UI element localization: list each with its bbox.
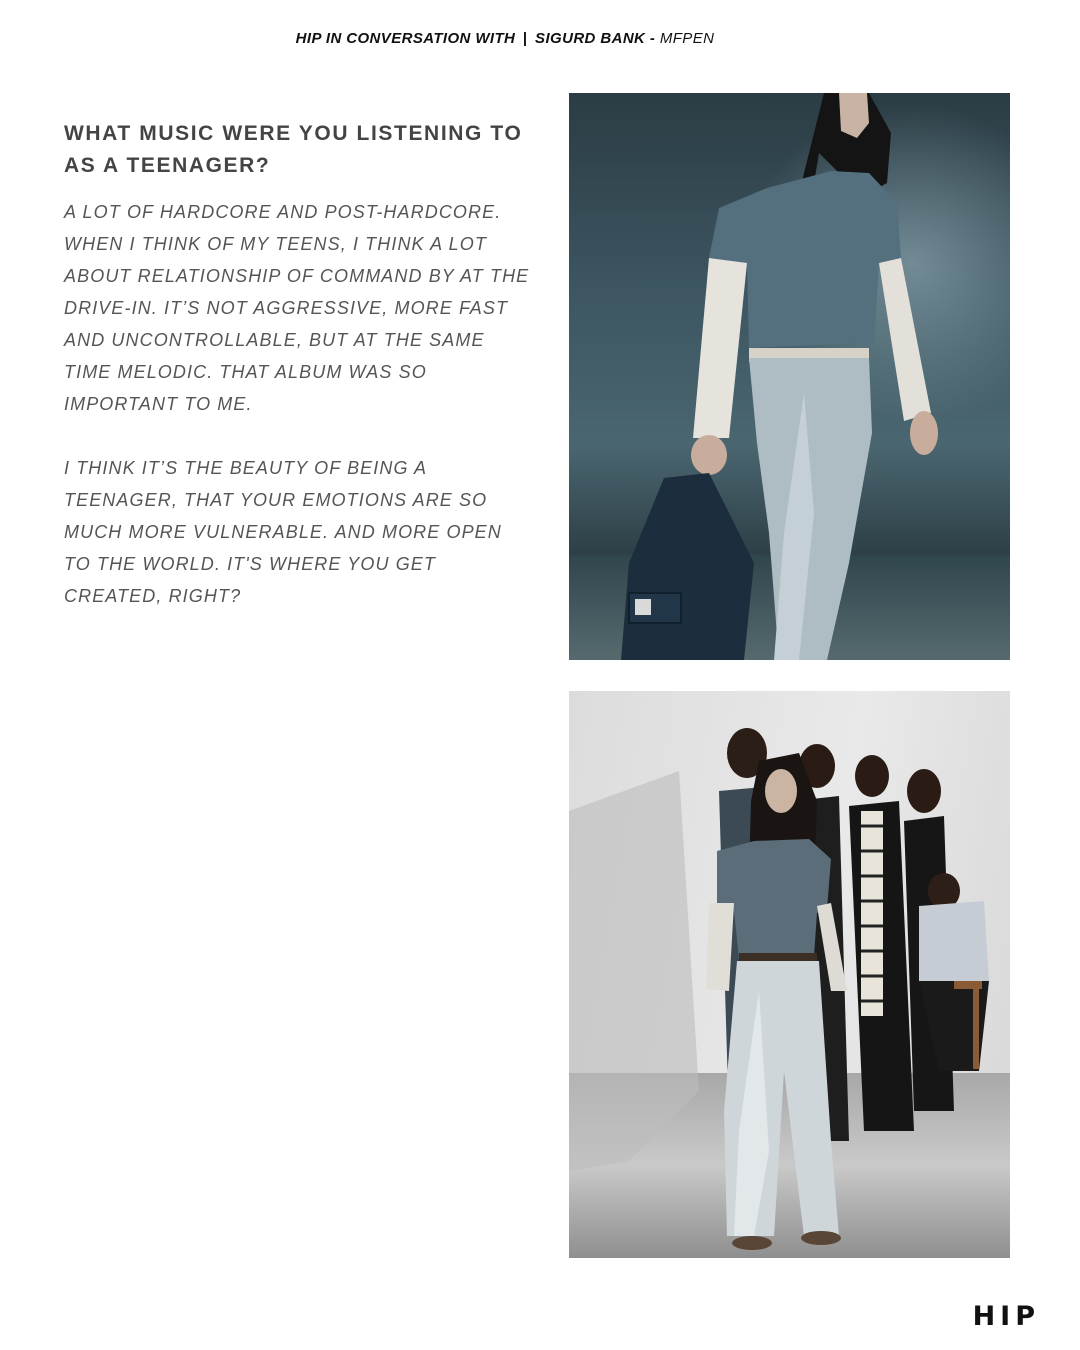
runway-photo-model-walking bbox=[569, 93, 1010, 660]
header-series: HIP IN CONVERSATION WITH bbox=[295, 30, 516, 47]
answer-paragraph-2: I THINK IT’S THE BEAUTY OF BEING A TEENAGER, THAT YOUR EMOTIONS ARE SO MUCH MORE VULNERABLE. AND MORE OPEN TO THE WORLD. IT'S WHERE YOU GET CREATED, RIGHT? bbox=[64, 458, 502, 606]
hip-logo: HIP bbox=[972, 1301, 1040, 1332]
header-separator: | bbox=[522, 30, 528, 47]
interview-answer bbox=[64, 196, 534, 644]
header-brand: MFPEN bbox=[659, 30, 715, 47]
header-interviewee: SIGURD BANK - bbox=[535, 30, 656, 47]
lineup-figures-illustration bbox=[569, 691, 1010, 1258]
answer-paragraph-1: A LOT OF HARDCORE AND POST-HARDCORE. WHEN I THINK OF MY TEENS, I THINK A LOT ABOUT RELATIONSHIP OF COMMAND BY AT THE DRIVE-IN. IT’S NOT AGGRESSIVE, MORE FAST AND UNCONTROLLABLE, BUT AT THE SAME TIME MELODIC. THAT ALBUM WAS SO IMPORTANT TO ME. bbox=[64, 202, 530, 414]
model-figure-illustration bbox=[569, 93, 1010, 660]
interview-question: WHAT MUSIC WERE YOU LISTENING TO AS A TEENAGER? bbox=[64, 122, 523, 177]
article-header bbox=[0, 30, 1010, 47]
runway-photo-lineup bbox=[569, 691, 1010, 1258]
